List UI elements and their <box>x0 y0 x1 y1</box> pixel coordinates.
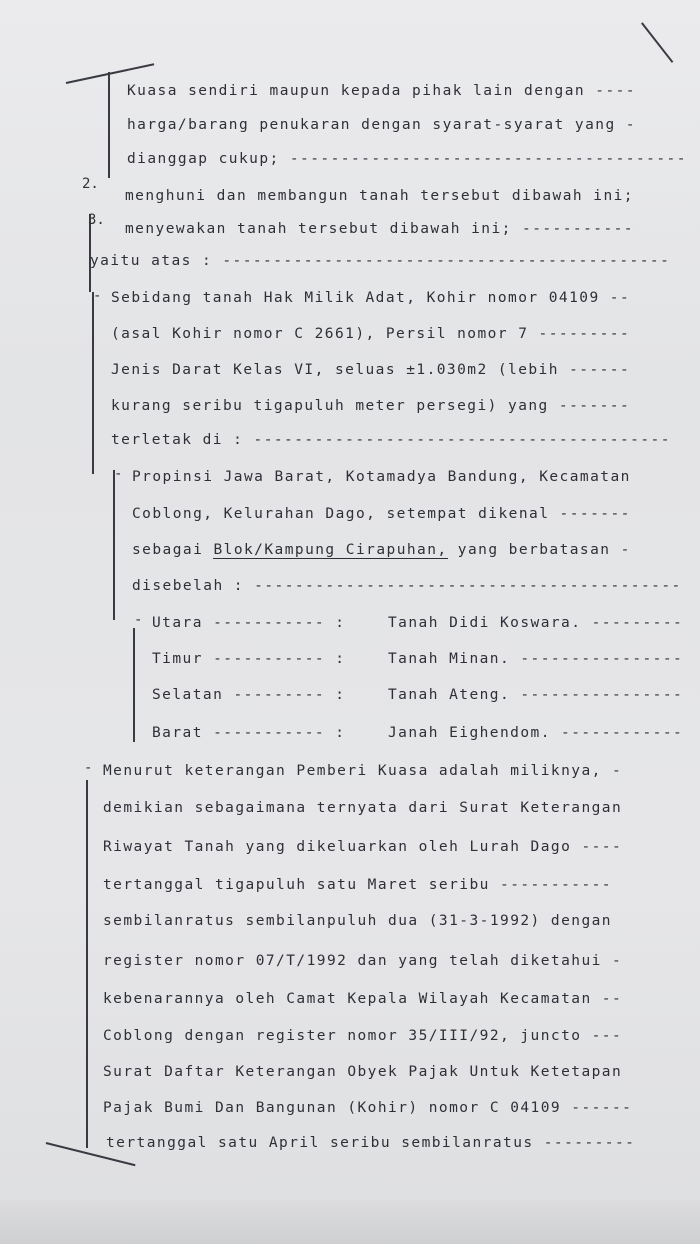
ownership-line-10: Pajak Bumi Dan Bangunan (Kohir) nomor C 04109 ------ <box>103 1100 633 1116</box>
item-2-number: 2. <box>82 176 99 192</box>
item-3-number: 3. <box>88 212 105 228</box>
ownership-line-7: kebenarannya oleh Camat Kepala Wilayah Kecamatan -- <box>103 991 623 1007</box>
text-line-3: dianggap cukup; --------------------------------------- <box>127 151 687 167</box>
parcel-line-5: terletak di : ----------------------------------------- <box>111 432 671 448</box>
ownership-line-6: register nomor 07/T/1992 dan yang telah diketahui - <box>103 953 623 969</box>
parcel-line-4: kurang seribu tigapuluh meter persegi) yang ------- <box>111 398 631 414</box>
text-line-1: Kuasa sendiri maupun kepada pihak lain dengan ---- <box>127 83 636 99</box>
page-bottom-shadow <box>0 1200 700 1244</box>
bracket-rule-4 <box>113 470 115 620</box>
border-north-value: Tanah Didi Koswara. --------- <box>388 615 684 631</box>
ownership-line-3: Riwayat Tanah yang dikeluarkan oleh Lurah Dago ---- <box>103 839 623 855</box>
border-south-value: Tanah Ateng. ---------------- <box>388 687 684 703</box>
location-line-3-post: yang berbatasan - <box>447 542 631 558</box>
ownership-line-5: sembilanratus sembilanpuluh dua (31-3-1992) dengan <box>103 913 612 929</box>
ownership-line-2: demikian sebagaimana ternyata dari Surat Keterangan <box>103 800 623 816</box>
yaitu-line: yaitu atas : -------------------------------------------- <box>90 253 671 269</box>
item-2-text: menghuni dan membangun tanah tersebut dibawah ini; <box>125 188 634 204</box>
item-3-text: menyewakan tanah tersebut dibawah ini; ----------- <box>125 221 634 237</box>
ownership-line-8: Coblong dengan register nomor 35/III/92, juncto --- <box>103 1028 623 1044</box>
location-line-3-pre: sebagai <box>132 542 214 558</box>
border-west-value: Janah Eighendom. ------------ <box>388 725 684 741</box>
margin-stroke-top <box>66 63 154 84</box>
location-line-3 <box>132 541 631 559</box>
bracket-rule-1 <box>108 72 110 178</box>
bracket-rule-6 <box>86 780 88 1148</box>
location-line-4: disebelah : ------------------------------------------ <box>132 578 682 594</box>
text-line-2: harga/barang penukaran dengan syarat-syarat yang - <box>127 117 636 133</box>
parcel-bullet: - <box>93 288 102 304</box>
location-bullet: - <box>114 466 123 482</box>
ownership-line-1: Menurut keterangan Pemberi Kuasa adalah miliknya, - <box>103 763 623 779</box>
location-line-1: Propinsi Jawa Barat, Kotamadya Bandung, Kecamatan <box>132 469 631 485</box>
parcel-line-1: Sebidang tanah Hak Milik Adat, Kohir nomor 04109 -- <box>111 290 631 306</box>
bracket-rule-3 <box>92 292 94 474</box>
parcel-line-2: (asal Kohir nomor C 2661), Persil nomor 7 --------- <box>111 326 631 342</box>
border-north-side: Utara ----------- : <box>152 615 346 631</box>
ownership-line-4: tertanggal tigapuluh satu Maret seribu ----------- <box>103 877 612 893</box>
border-east-side: Timur ----------- : <box>152 651 346 667</box>
ownership-line-11: tertanggal satu April seribu sembilanratus --------- <box>106 1135 636 1151</box>
borders-bullet: - <box>134 612 143 628</box>
location-line-2: Coblong, Kelurahan Dago, setempat dikenal ------- <box>132 506 631 522</box>
ownership-bullet: - <box>84 760 93 776</box>
location-underlined-name: Blok/Kampung Cirapuhan, <box>213 542 448 558</box>
parcel-line-3: Jenis Darat Kelas VI, seluas ±1.030m2 (lebih ------ <box>111 362 631 378</box>
corner-stroke <box>641 22 673 62</box>
ownership-line-9: Surat Daftar Keterangan Obyek Pajak Untuk Ketetapan <box>103 1064 623 1080</box>
bracket-rule-5 <box>133 628 135 742</box>
border-west-side: Barat ----------- : <box>152 725 346 741</box>
border-east-value: Tanah Minan. ---------------- <box>388 651 684 667</box>
border-south-side: Selatan --------- : <box>152 687 346 703</box>
